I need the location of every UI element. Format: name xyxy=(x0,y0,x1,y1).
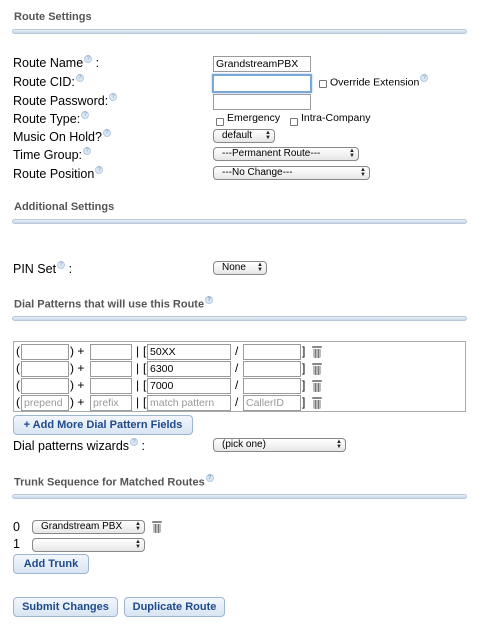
callerid-input[interactable] xyxy=(243,378,301,394)
emergency-checkbox[interactable] xyxy=(216,118,224,126)
trash-icon[interactable] xyxy=(312,380,322,392)
help-icon[interactable]: ? xyxy=(109,93,117,101)
bracket-open: [ xyxy=(143,344,147,358)
section-divider xyxy=(12,219,467,224)
select-arrows-icon xyxy=(134,522,142,532)
match-pattern-input[interactable] xyxy=(147,378,231,394)
trunk-select[interactable] xyxy=(32,538,145,552)
section-divider xyxy=(12,29,467,34)
help-icon[interactable]: ? xyxy=(95,166,103,174)
route-type-label: Route Type: ? xyxy=(13,112,89,126)
select-arrows-icon xyxy=(348,149,356,159)
additional-settings-title: Additional Settings xyxy=(14,201,115,213)
dial-patterns-wizard-select[interactable]: (pick one) ▲ ▼ xyxy=(213,438,346,452)
section-divider xyxy=(12,494,467,499)
route-password-label: Route Password: ? xyxy=(13,94,117,108)
select-arrows-icon xyxy=(134,540,142,550)
route-position-label: Route Position ? xyxy=(13,167,103,181)
slash-separator: / xyxy=(235,378,239,392)
time-group-select[interactable]: ---Permanent Route--- ▲ ▼ xyxy=(213,147,359,161)
emergency-label: Emergency xyxy=(227,112,281,124)
dial-patterns-wizard-label: Dial patterns wizards ? : xyxy=(13,438,145,453)
help-icon[interactable]: ? xyxy=(205,296,213,304)
help-icon[interactable]: ? xyxy=(83,147,91,155)
prepend-input[interactable] xyxy=(21,395,69,411)
route-name-label: Route Name ? : xyxy=(13,55,100,70)
music-on-hold-label: Music On Hold? ? xyxy=(13,130,111,144)
bracket-open: [ xyxy=(143,378,147,392)
pin-set-label: PIN Set ? : xyxy=(13,261,73,276)
pin-set-select[interactable]: None ▲ ▼ xyxy=(213,261,267,275)
dial-patterns-title: Dial Patterns that will use this Route ? xyxy=(14,298,213,311)
route-password-input[interactable] xyxy=(213,94,311,110)
select-arrows-icon xyxy=(264,131,272,141)
route-name-input[interactable] xyxy=(213,56,311,72)
help-icon[interactable]: ? xyxy=(103,129,111,137)
prepend-input[interactable] xyxy=(21,378,69,394)
paren-open: ( xyxy=(16,361,20,375)
trunk-index: 1 xyxy=(13,537,20,551)
help-icon[interactable]: ? xyxy=(206,474,214,482)
prefix-input[interactable] xyxy=(90,395,132,411)
section-divider xyxy=(12,316,467,321)
bracket-close: ] xyxy=(302,361,306,375)
help-icon[interactable]: ? xyxy=(130,438,138,446)
paren-close-plus: ) + xyxy=(70,344,85,358)
pipe-separator: | xyxy=(136,344,140,358)
time-group-label: Time Group: ? xyxy=(13,148,91,162)
bracket-open: [ xyxy=(143,361,147,375)
bracket-close: ] xyxy=(302,378,306,392)
route-position-select[interactable]: ---No Change--- ▲ ▼ xyxy=(213,166,370,180)
trash-icon[interactable] xyxy=(312,397,322,409)
paren-open: ( xyxy=(16,378,20,392)
trunk-select[interactable]: Grandstream PBX ▲ ▼ xyxy=(32,520,145,534)
intra-company-checkbox[interactable] xyxy=(290,118,298,126)
slash-separator: / xyxy=(235,361,239,375)
bracket-close: ] xyxy=(302,344,306,358)
callerid-input[interactable] xyxy=(243,395,301,411)
route-cid-input[interactable] xyxy=(212,74,312,93)
match-pattern-input[interactable] xyxy=(147,361,231,377)
help-icon[interactable]: ? xyxy=(420,74,428,82)
trash-icon[interactable] xyxy=(312,346,322,358)
prepend-input[interactable] xyxy=(21,361,69,377)
help-icon[interactable]: ? xyxy=(81,111,89,119)
trash-icon[interactable] xyxy=(312,363,322,375)
route-cid-label: Route CID: ? xyxy=(13,75,84,89)
match-pattern-input[interactable] xyxy=(147,344,231,360)
trash-icon[interactable] xyxy=(152,521,162,533)
paren-open: ( xyxy=(16,395,20,409)
bracket-close: ] xyxy=(302,395,306,409)
pipe-separator: | xyxy=(136,378,140,392)
override-extension-checkbox[interactable] xyxy=(319,80,327,88)
prefix-input[interactable] xyxy=(90,378,132,394)
trunk-sequence-title: Trunk Sequence for Matched Routes ? xyxy=(14,476,214,489)
paren-close-plus: ) + xyxy=(70,361,85,375)
duplicate-route-button[interactable]: Duplicate Route xyxy=(124,597,225,617)
add-more-dial-pattern-button[interactable]: + Add More Dial Pattern Fields xyxy=(13,415,193,435)
pipe-separator: | xyxy=(136,395,140,409)
help-icon[interactable]: ? xyxy=(57,261,65,269)
paren-close-plus: ) + xyxy=(70,395,85,409)
bracket-open: [ xyxy=(143,395,147,409)
override-extension-label: Override Extension ? xyxy=(330,76,428,89)
select-arrows-icon xyxy=(335,440,343,450)
slash-separator: / xyxy=(235,344,239,358)
slash-separator: / xyxy=(235,395,239,409)
paren-close-plus: ) + xyxy=(70,378,85,392)
select-arrows-icon xyxy=(359,168,367,178)
prepend-input[interactable] xyxy=(21,344,69,360)
match-pattern-input[interactable] xyxy=(147,395,231,411)
submit-changes-button[interactable]: Submit Changes xyxy=(13,597,118,617)
help-icon[interactable]: ? xyxy=(84,55,92,63)
music-on-hold-select[interactable]: default ▲ ▼ xyxy=(213,129,275,143)
callerid-input[interactable] xyxy=(243,361,301,377)
pipe-separator: | xyxy=(136,361,140,375)
help-icon[interactable]: ? xyxy=(76,74,84,82)
callerid-input[interactable] xyxy=(243,344,301,360)
prefix-input[interactable] xyxy=(90,361,132,377)
intra-company-label: Intra-Company xyxy=(301,112,371,124)
trunk-index: 0 xyxy=(13,520,20,534)
paren-open: ( xyxy=(16,344,20,358)
route-settings-title: Route Settings xyxy=(14,11,92,23)
add-trunk-button[interactable]: Add Trunk xyxy=(13,554,89,574)
select-arrows-icon xyxy=(256,263,264,273)
prefix-input[interactable] xyxy=(90,344,132,360)
